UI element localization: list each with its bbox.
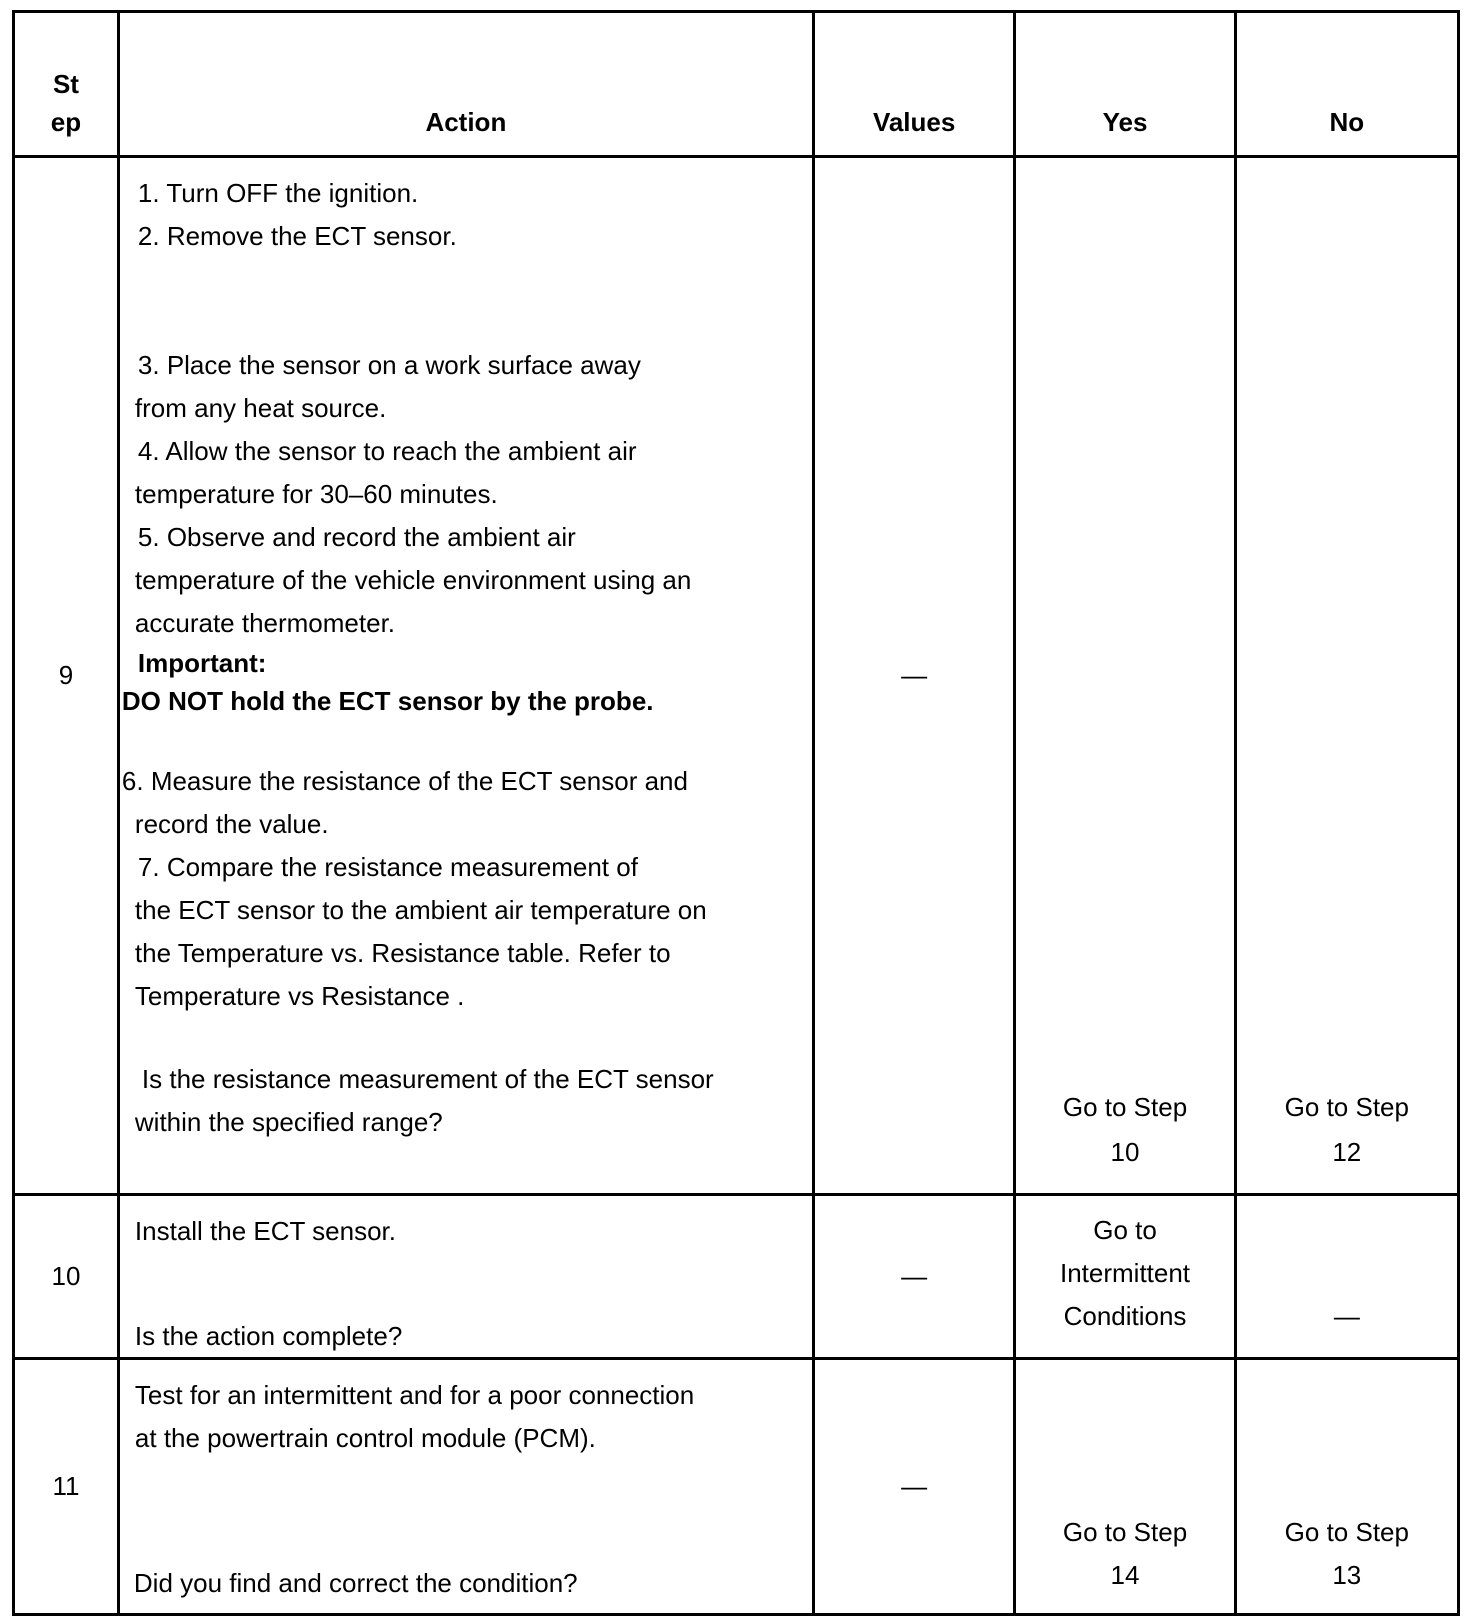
action-line: Test for an intermittent and for a poor connection (134, 1380, 695, 1411)
header-values: Values (813, 12, 1015, 157)
important-label: Important: (137, 647, 267, 678)
header-step (14, 12, 119, 157)
action-line: from any heat source. (134, 392, 387, 423)
no-cell (1235, 1194, 1458, 1359)
yes-link-conditions: Conditions (1063, 1300, 1187, 1331)
no-goto: Go to Step (1284, 1517, 1409, 1548)
header-no: No (1235, 12, 1458, 157)
no-cell (1235, 1359, 1458, 1615)
question-line: within the specified range? (134, 1106, 443, 1137)
yes-cell (1015, 1359, 1235, 1615)
action-line: 6. Measure the resistance of the ECT sensor and (121, 765, 688, 796)
header-step-line1: St (52, 68, 79, 99)
no-value: — (1333, 1300, 1360, 1331)
no-goto: Go to Step (1284, 1091, 1409, 1122)
table-row-step-10 (14, 1194, 1459, 1359)
no-step-number: 13 (1332, 1560, 1362, 1591)
action-line: the ECT sensor to the ambient air temperature on (134, 894, 707, 925)
action-line: the Temperature vs. Resistance table. Refer to (134, 937, 671, 968)
question-line: Is the action complete? (134, 1320, 403, 1351)
diagnostic-table (12, 10, 1460, 1616)
action-line: 2. Remove the ECT sensor. (137, 220, 457, 251)
action-line: temperature of the vehicle environment using an (134, 564, 692, 595)
table-row-step-11 (14, 1359, 1459, 1615)
header-step-line2: ep (50, 106, 82, 137)
step-number: 11 (14, 1359, 119, 1615)
step-number: 9 (14, 156, 119, 1194)
yes-step-number: 14 (1110, 1560, 1140, 1591)
header-row (14, 12, 1459, 157)
values-cell: — (813, 1194, 1015, 1359)
action-line: 4. Allow the sensor to reach the ambient air (137, 435, 637, 466)
action-cell (118, 156, 813, 1194)
action-line: at the powertrain control module (PCM). (134, 1423, 596, 1454)
yes-goto: Go to (1093, 1214, 1157, 1245)
action-cell (118, 1194, 813, 1359)
action-line: 5. Observe and record the ambient air (137, 521, 576, 552)
important-note: DO NOT hold the ECT sensor by the probe. (121, 685, 654, 716)
action-line: accurate thermometer. (134, 607, 396, 638)
header-yes: Yes (1015, 12, 1235, 157)
table-row-step-9 (14, 156, 1459, 1194)
action-line: 3. Place the sensor on a work surface away (137, 349, 641, 380)
action-line: Temperature vs Resistance . (134, 980, 465, 1011)
action-line: 1. Turn OFF the ignition. (137, 177, 419, 208)
action-line: temperature for 30–60 minutes. (134, 478, 498, 509)
action-cell (118, 1359, 813, 1615)
action-line: 7. Compare the resistance measurement of (137, 851, 638, 882)
action-line: record the value. (134, 808, 329, 839)
question-line: Did you find and correct the condition? (133, 1568, 578, 1599)
values-cell: — (813, 1359, 1015, 1615)
yes-step-number: 10 (1110, 1136, 1140, 1167)
no-cell (1235, 156, 1458, 1194)
values-cell: — (813, 156, 1015, 1194)
step-number: 10 (14, 1194, 119, 1359)
header-action: Action (118, 12, 813, 157)
yes-cell (1015, 156, 1235, 1194)
yes-goto: Go to Step (1062, 1517, 1188, 1548)
yes-goto: Go to Step (1062, 1091, 1188, 1122)
action-line: Install the ECT sensor. (134, 1215, 396, 1246)
no-step-number: 12 (1332, 1136, 1362, 1167)
yes-link-intermittent: Intermittent (1059, 1257, 1191, 1288)
yes-cell (1015, 1194, 1235, 1359)
question-line: Is the resistance measurement of the ECT sensor (141, 1063, 714, 1094)
